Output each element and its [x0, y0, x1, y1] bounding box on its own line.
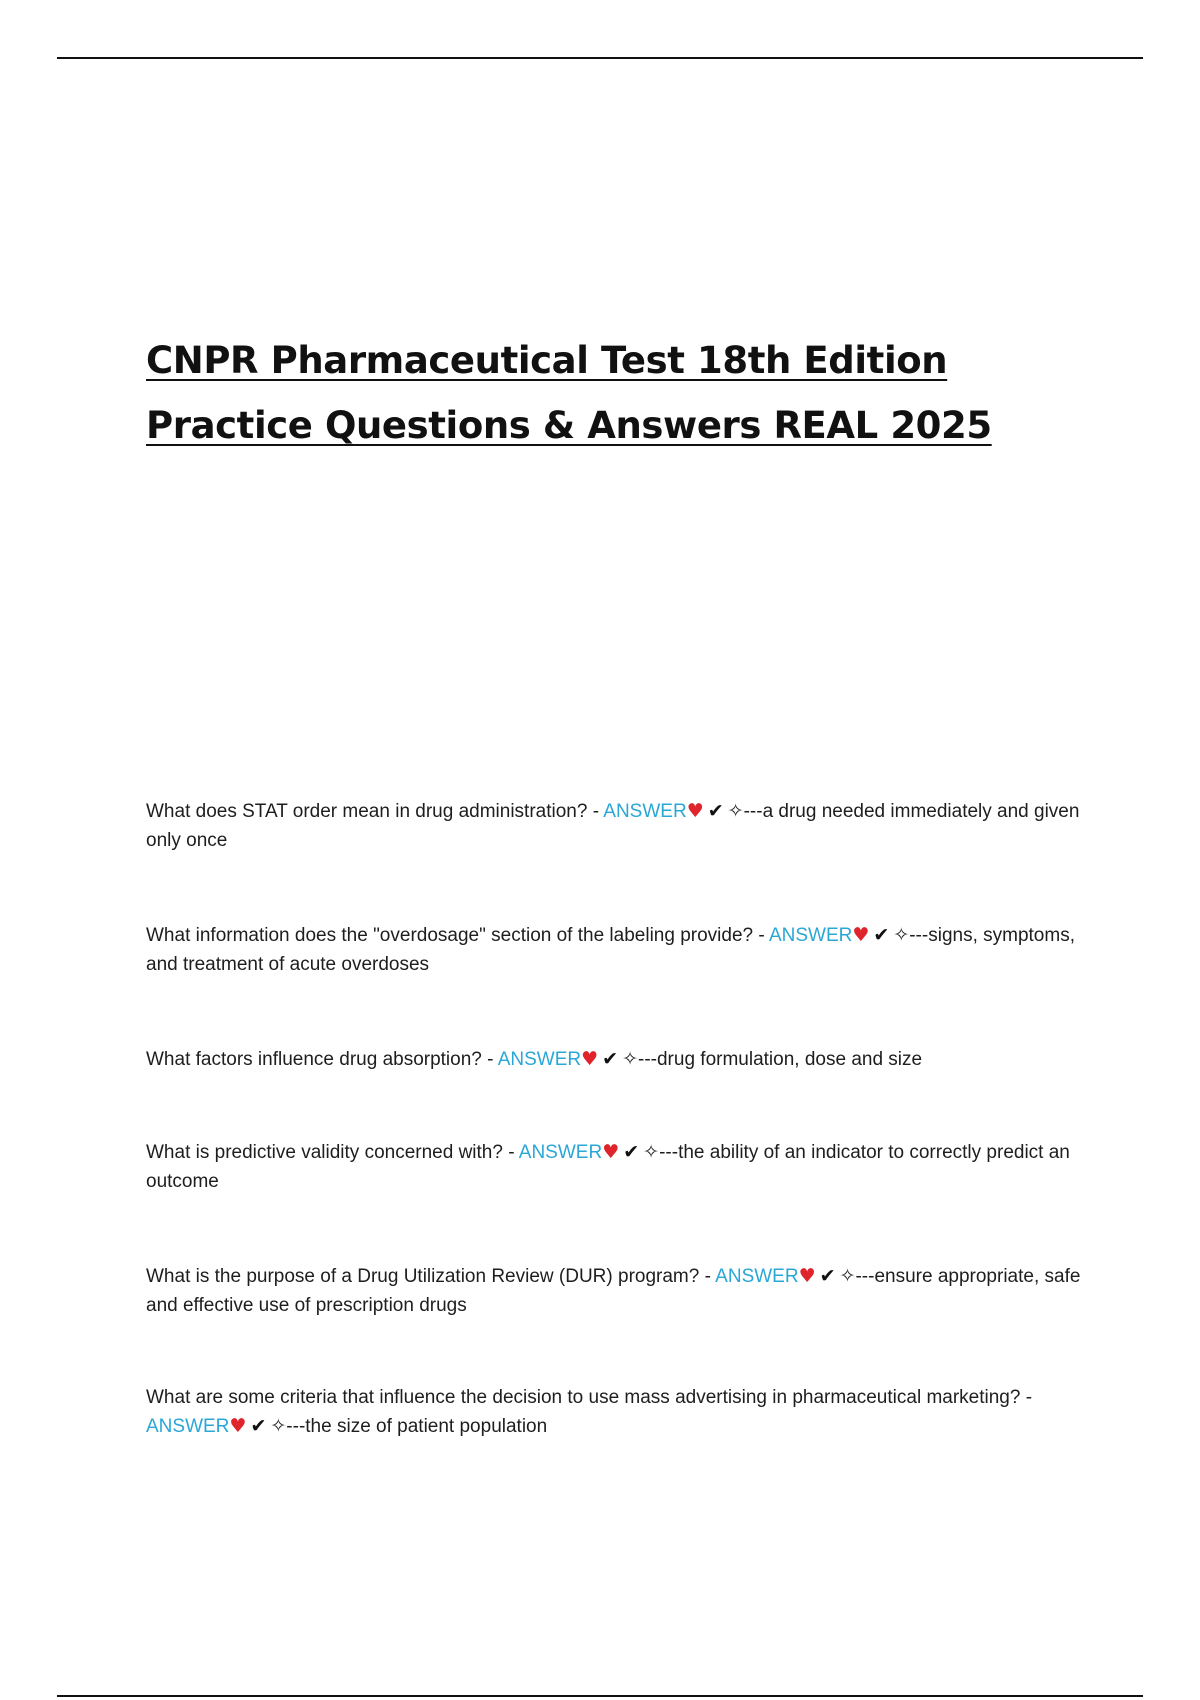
answer-prefix: ---: [909, 925, 929, 946]
answer-text: the size of patient population: [305, 1416, 548, 1437]
answer-prefix: ---: [286, 1416, 306, 1437]
sparkle-icon: ✧: [839, 1265, 856, 1287]
sparkle-icon: ✧: [727, 800, 744, 822]
answer-label: ANSWER: [497, 1049, 582, 1070]
question-text: What are some criteria that influence the decision to use mass advertising in pharmaceutical marketing?: [146, 1387, 1021, 1408]
answer-text: a drug needed immediately and given only once: [146, 801, 1080, 851]
heart-icon: ♥: [581, 1048, 599, 1070]
answer-text: the ability of an indicator to correctly predict an outcome: [146, 1142, 1070, 1192]
heart-icon: ♥: [602, 1141, 620, 1163]
heart-icon: ♥: [686, 800, 704, 822]
heart-icon: ♥: [852, 924, 870, 946]
answer-prefix: ---: [743, 801, 763, 822]
checkmark-icon: ✔: [819, 1265, 836, 1287]
sparkle-icon: ✧: [643, 1141, 660, 1163]
qa-item: [146, 797, 1106, 855]
answer-prefix: ---: [638, 1049, 657, 1070]
separator: -: [1020, 1387, 1033, 1408]
sparkle-icon: ✧: [622, 1048, 638, 1070]
question-text: What information does the "overdosage" section of the labeling provide?: [146, 925, 754, 946]
answer-label: ANSWER: [603, 801, 687, 822]
question-text: What is predictive validity concerned with?: [146, 1142, 503, 1163]
question-text: What is the purpose of a Drug Utilization Review (DUR) program?: [146, 1266, 700, 1287]
separator: -: [502, 1142, 519, 1163]
checkmark-icon: ✔: [707, 800, 724, 822]
checkmark-icon: ✔: [873, 924, 890, 946]
heart-icon: ♥: [229, 1415, 247, 1437]
separator: -: [699, 1266, 716, 1287]
checkmark-icon: ✔: [602, 1048, 619, 1070]
answer-label: ANSWER: [518, 1142, 603, 1163]
sparkle-icon: ✧: [893, 924, 910, 946]
answer-label: ANSWER: [146, 1416, 230, 1437]
answer-label: ANSWER: [768, 925, 853, 946]
heart-icon: ♥: [798, 1265, 816, 1287]
question-text: What does STAT order mean in drug administration?: [146, 801, 588, 822]
qa-item: [146, 1383, 1106, 1441]
answer-text: drug formulation, dose and size: [656, 1049, 923, 1070]
document-title: [146, 328, 992, 458]
checkmark-icon: ✔: [250, 1415, 267, 1437]
answer-text: ensure appropriate, safe and effective use of prescription drugs: [146, 1266, 1081, 1316]
qa-item: [146, 1045, 1106, 1074]
checkmark-icon: ✔: [623, 1141, 640, 1163]
separator: -: [481, 1049, 498, 1070]
answer-label: ANSWER: [715, 1266, 799, 1287]
qa-item: [146, 1138, 1106, 1196]
separator: -: [753, 925, 769, 946]
answer-text: signs, symptoms, and treatment of acute overdoses: [146, 925, 1075, 975]
top-rule: [57, 57, 1143, 59]
question-text: What factors influence drug absorption?: [146, 1049, 482, 1070]
qa-item: [146, 921, 1106, 979]
answer-prefix: ---: [659, 1142, 679, 1163]
qa-item: [146, 1262, 1106, 1320]
answer-prefix: ---: [855, 1266, 875, 1287]
title-line-1: CNPR Pharmaceutical Test 18th Edition: [146, 339, 948, 382]
separator: -: [587, 801, 604, 822]
title-line-2: Practice Questions & Answers REAL 2025: [146, 404, 992, 447]
sparkle-icon: ✧: [270, 1415, 287, 1437]
bottom-rule: [57, 1695, 1143, 1697]
